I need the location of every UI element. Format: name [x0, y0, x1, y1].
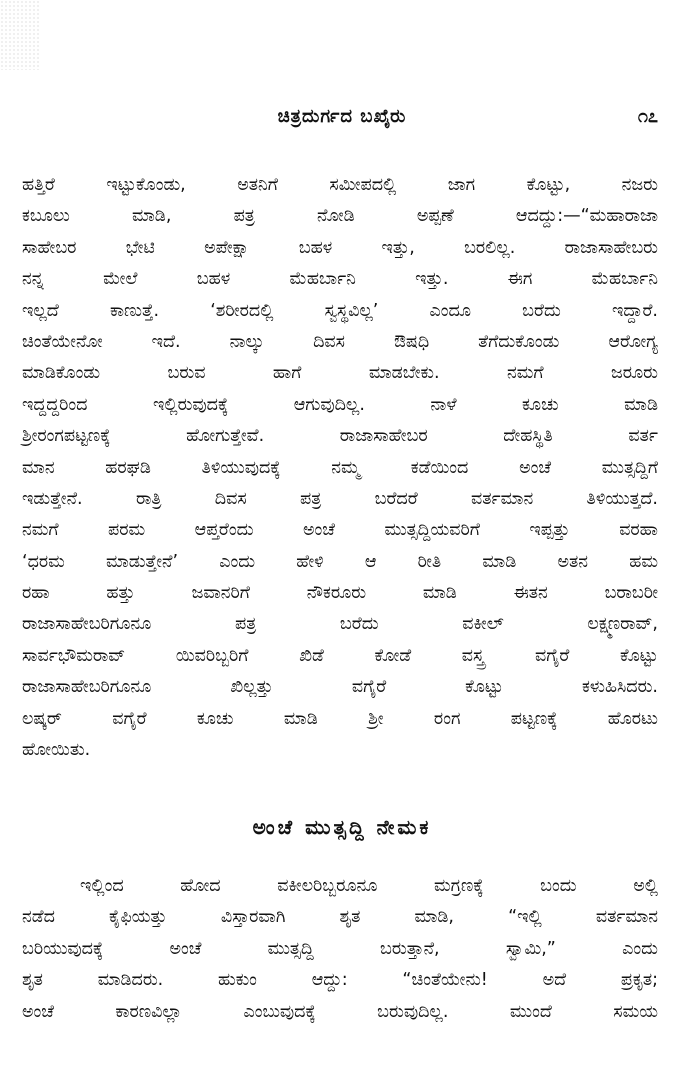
text-line: ಇಲ್ಲಿಂದ ಹೋದ ವಕೀಲರಿಬ್ಬರೂನೂ ಮಗ್ರಣಕ್ಕೆ ಬಂದು ಅಲ್ಲಿ: [80, 876, 658, 896]
text-line: ಹೋಯಿತು.: [22, 740, 91, 761]
text-line: ನಡೆದ ಕೈಫಿಯತ್ತು ವಿಸ್ತಾರವಾಗಿ ಶೃತ ಮಾಡಿ, “ಇಲ್ಲಿ ವರ್ತಮಾನ: [22, 907, 658, 928]
running-title: ಚಿತ್ರದುರ್ಗದ ಬಖೈರು: [277, 106, 407, 127]
text-line: ಸಾಹೇಬರ ಭೇಟಿ ಅಪೇಕ್ಷಾ ಬಹಳ ಇತ್ತು, ಬರಲಿಲ್ಲ. ರಾಜಾಸಾಹೇಬರು: [22, 237, 658, 258]
text-line: ಇಡುತ್ತೇನೆ. ರಾತ್ರಿ ದಿವಸ ಪತ್ರ ಬರೆದರೆ ವರ್ತಮಾನ ತಿಳಿಯುತ್ತದೆ.: [22, 488, 658, 509]
text-line: ರಾಜಾಸಾಹೇಬರಿಗೂನೂ ಪತ್ರ ಬರೆದು ವಕೀಲ್ ಲಕ್ಷ್ಮಣರಾವ್,: [22, 614, 658, 635]
section-heading: ಅಂಚೆ ಮುತ್ಸದ್ದಿ ನೇಮಕ: [252, 815, 432, 839]
text-line: ಮಾಡಿಕೊಂಡು ಬರುವ ಹಾಗೆ ಮಾಡಬೇಕು. ನಮಗೆ ಜರೂರು: [22, 363, 658, 384]
text-line: ಶೃತ ಮಾಡಿದರು. ಹುಕುಂ ಆದ್ದು: “ಚಿಂತೆಯೇನು! ಅದೆ ಪ್ರಕೃತ;: [22, 970, 658, 991]
text-line: ಹತ್ತಿರೆ ಇಟ್ಟುಕೊಂಡು, ಅತನಿಗೆ ಸಮೀಪದಲ್ಲಿ ಜಾಗ ಕೊಟ್ಟು, ನಜರು: [22, 175, 658, 195]
text-line: ರಹಾ ಹತ್ತು ಜವಾನರಿಗೆ ನೌಕರೂರು ಮಾಡಿ ಈತನ ಬರಾಬರೀ: [22, 583, 658, 604]
text-line: ಬರಿಯುವುದಕ್ಕೆ ಅಂಚೆ ಮುತ್ಸದ್ದಿ ಬರುತ್ತಾನೆ, ಸ್ವಾಮಿ,” ಎಂದು: [22, 938, 658, 959]
running-header: [0, 106, 684, 136]
text-line: ಲಷ್ಕರ್ ವಗೈರೆ ಕೂಚು ಮಾಡಿ ಶ್ರೀ ರಂಗ ಪಟ್ಟಣಕ್ಕೆ ಹೊರಟು: [22, 708, 658, 729]
text-line: ಅಂಚೆ ಕಾರಣವಿಲ್ಲಾ ಎಂಬುವುದಕ್ಕೆ ಬರುವುದಿಲ್ಲ. ಮುಂದೆ ಸಮಯ: [22, 1001, 658, 1022]
paragraph-2: [22, 871, 658, 1028]
text-line: ಇಲ್ಲದೆ ಕಾಣುತ್ತೆ. ‘ಶರೀರದಲ್ಲಿ ಸ್ವಸ್ಥವಿಲ್ಲ’ ಎಂದೂ ಬರೆದು ಇದ್ದಾರೆ.: [22, 300, 658, 321]
text-line: ಚಿಂತೆಯೇನೋ ಇದೆ. ನಾಲ್ಕು ದಿವಸ ಔಷಧಿ ತೆಗೆದುಕೊಂಡು ಆರೋಗ್ಯ: [22, 331, 658, 352]
text-line: ಇದ್ದದ್ದರಿಂದ ಇಲ್ಲಿರುವುದಕ್ಕೆ ಆಗುವುದಿಲ್ಲ. ನಾಳೆ ಕೂಚು ಮಾಡಿ: [22, 394, 658, 415]
text-line: ‘ಧರಮ ಮಾಡುತ್ತೇನೆ’ ಎಂದು ಹೇಳಿ ಆ ರೀತಿ ಮಾಡಿ ಅತನ ಹಮ: [22, 551, 658, 572]
scan-noise: [0, 0, 40, 70]
text-line: ರಾಜಾಸಾಹೇಬರಿಗೂನೂ ಖಿಲ್ಲತ್ತು ವಗೈರೆ ಕೊಟ್ಟು ಕಳುಹಿಸಿದರು.: [22, 677, 658, 698]
text-line: ನನ್ನ ಮೇಲೆ ಬಹಳ ಮೆಹರ್ಬಾನಿ ಇತ್ತು. ಈಗ ಮೆಹರ್ಬಾನಿ: [22, 269, 658, 290]
paragraph-1: [22, 170, 658, 766]
text-line: ಸಾರ್ವಭೌಮರಾವ್ ಯಿವರಿಬ್ಬರಿಗೆ ಖಿಡೆ ಕೋಡೆ ವಸ್ತ್ರ ವಗೈರೆ ಕೊಟ್ಟು: [22, 645, 658, 666]
text-line: ಮಾನ ಹರಘಡಿ ತಿಳಿಯುವುದಕ್ಕೆ ನಮ್ಮ ಕಡೆಯಿಂದ ಅಂಚೆ ಮುತ್ಸದ್ದಿಗೆ: [22, 457, 658, 478]
text-line: ನಮಗೆ ಪರಮ ಆಪ್ತರೆಂದು ಅಂಚೆ ಮುತ್ಸದ್ದಿಯವರಿಗೆ ಇಪ್ಪತ್ತು ವರಹಾ: [22, 520, 658, 541]
text-line: ಶ್ರೀರಂಗಪಟ್ಟಣಕ್ಕೆ ಹೋಗುತ್ತೇವೆ. ರಾಜಾಸಾಹೇಬರ ದೇಹಸ್ಥಿತಿ ವರ್ತ: [22, 426, 658, 447]
text-line: ಕಬೂಲು ಮಾಡಿ, ಪತ್ರ ನೋಡಿ ಅಪ್ಪಣೆ ಆದದ್ದು:—“ಮಹಾರಾಜಾ: [22, 206, 658, 227]
page-number: ೧೭: [637, 106, 658, 127]
